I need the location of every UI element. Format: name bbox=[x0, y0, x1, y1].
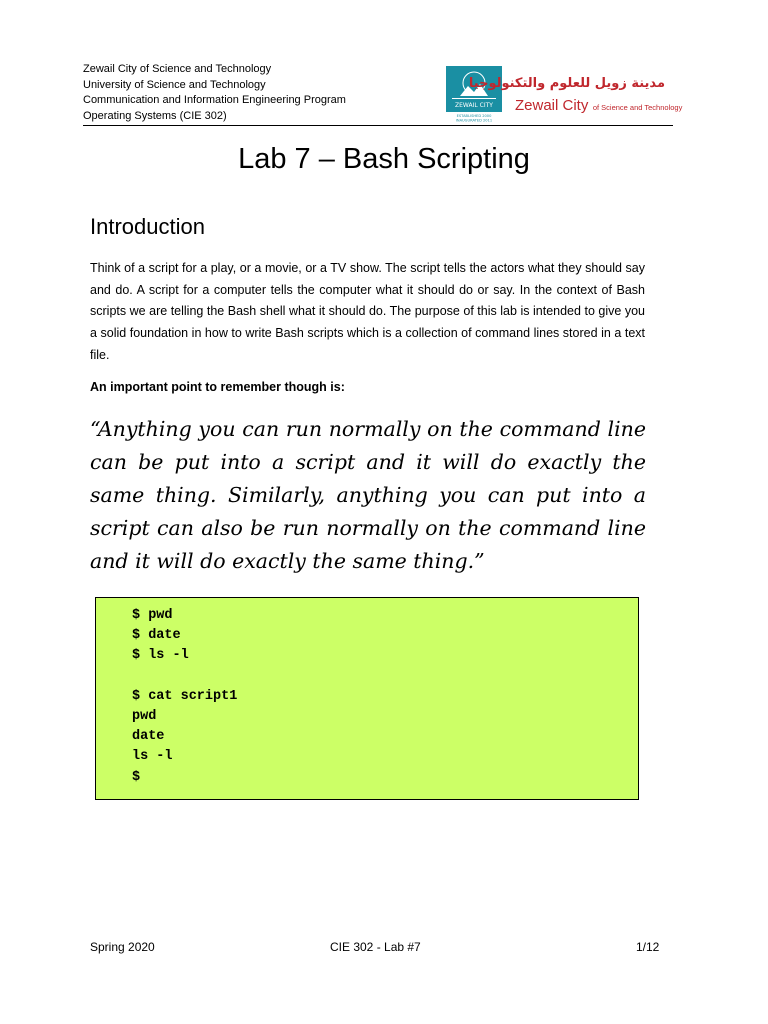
code-block bbox=[95, 597, 639, 800]
footer-term: Spring 2020 bbox=[90, 940, 155, 954]
header-divider bbox=[83, 125, 673, 126]
code-line: $ ls -l bbox=[132, 648, 189, 664]
logo-english-sub: of Science and Technology bbox=[592, 103, 683, 112]
logo-english-text bbox=[515, 97, 682, 115]
code-lines bbox=[132, 606, 237, 788]
header-line: Operating Systems (CIE 302) bbox=[83, 109, 227, 122]
header-line: Zewail City of Science and Technology bbox=[83, 63, 272, 75]
code-line: $ bbox=[132, 769, 141, 785]
zewail-city-emblem-logo bbox=[446, 66, 502, 122]
footer-page-number: 1/12 bbox=[636, 940, 660, 954]
quote-block: “Anything you can run normally on the command line can be put into a script and it will do exactly the same thing. Similarly, anything you can put into a script can also be run normally on the command line and it will do exactly the same thing.” bbox=[90, 417, 646, 573]
emblem-established-text: ESTABLISHED 2000 bbox=[456, 114, 492, 118]
important-label: An important point to remember though is: bbox=[90, 380, 345, 394]
logo-english-main: Zewail City bbox=[515, 97, 589, 114]
code-line: ls -l bbox=[132, 749, 173, 765]
code-line: $ date bbox=[132, 628, 181, 644]
code-line: $ pwd bbox=[132, 608, 173, 623]
code-line bbox=[132, 667, 237, 687]
document-title: Lab 7 – Bash Scripting bbox=[238, 143, 530, 175]
emblem-text: ZEWAIL CITY bbox=[455, 102, 493, 109]
header-info bbox=[83, 62, 346, 124]
code-line: pwd bbox=[132, 709, 157, 725]
header-line: University of Science and Technology bbox=[83, 78, 266, 91]
code-line: date bbox=[132, 729, 165, 745]
logo-arabic-text: مدينة زويل للعلوم والتكنولوجيا bbox=[468, 76, 665, 91]
intro-paragraph: Think of a script for a play, or a movie, or a TV show. The script tells the actors what they should say and do. A script for a computer tells the computer what it should do or say. In the context of Bash scripts we are telling the Bash shell what it should do. The purpose of this lab is intended to give you a solid foundation in how to write Bash scripts which is a collection of command lines stored in a text file. bbox=[90, 261, 645, 362]
header-line: Communication and Information Engineering Program bbox=[83, 94, 346, 106]
footer-course: CIE 302 - Lab #7 bbox=[330, 940, 421, 954]
emblem-inaugurated-text: INAUGURATED 2011 bbox=[455, 118, 493, 122]
section-heading: Introduction bbox=[90, 214, 205, 239]
code-line: $ cat script1 bbox=[132, 688, 238, 704]
